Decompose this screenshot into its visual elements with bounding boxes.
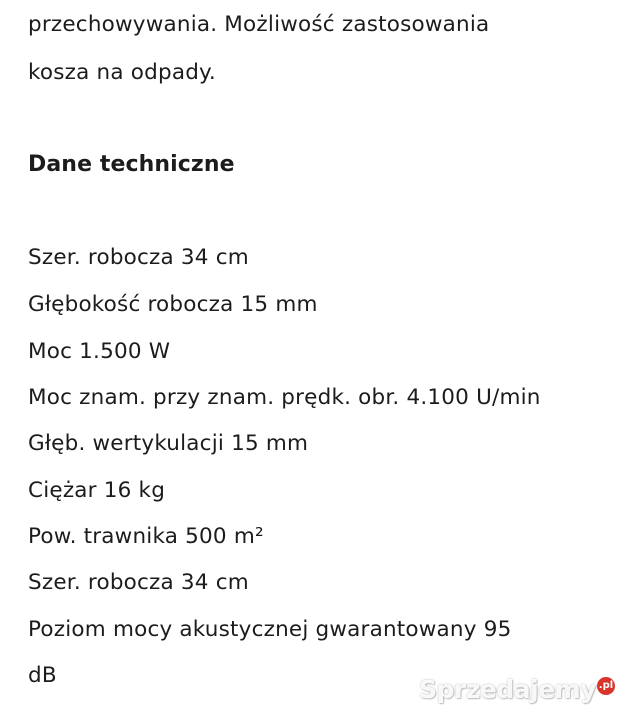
specs-heading: Dane techniczne — [28, 152, 235, 177]
watermark-brand: Sprzedajemy — [419, 675, 596, 704]
spec-row: Głębokość robocza 15 mm — [28, 292, 318, 317]
spec-row: Moc 1.500 W — [28, 339, 171, 364]
description-line: przechowywania. Możliwość zastosowania — [28, 12, 490, 37]
spec-row: Głęb. wertykulacji 15 mm — [28, 431, 309, 456]
spec-row: Poziom mocy akustycznej gwarantowany 95 — [28, 617, 512, 642]
spec-row: Ciężar 16 kg — [28, 478, 166, 503]
brand-watermark — [419, 675, 615, 704]
spec-row: dB — [28, 663, 57, 688]
watermark-tld-badge: .pl — [597, 677, 615, 695]
spec-row: Szer. robocza 34 cm — [28, 570, 249, 595]
spec-row: Szer. robocza 34 cm — [28, 245, 249, 270]
description-line: kosza na odpady. — [28, 60, 216, 85]
spec-row: Pow. trawnika 500 m² — [28, 524, 264, 549]
spec-row: Moc znam. przy znam. prędk. obr. 4.100 U/min — [28, 385, 541, 410]
